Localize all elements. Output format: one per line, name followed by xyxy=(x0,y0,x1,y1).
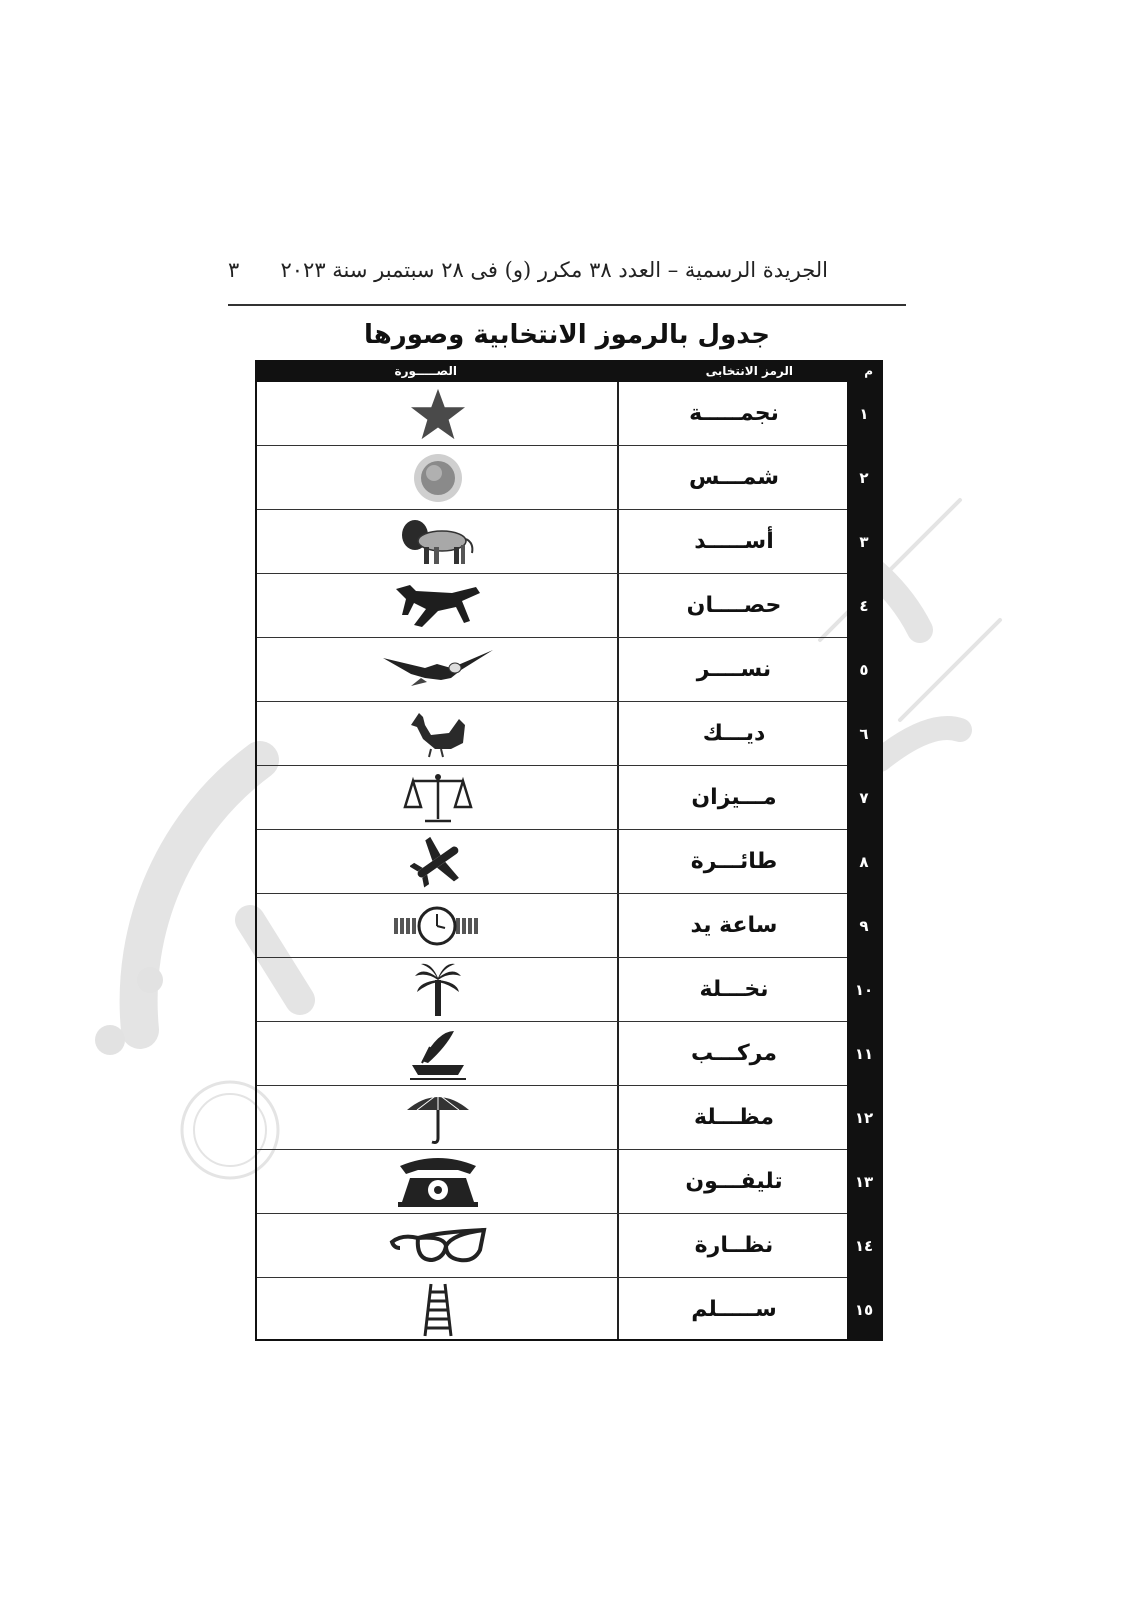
row-symbol: شمـــس xyxy=(688,465,780,490)
row-symbol: تليفـــون xyxy=(685,1169,783,1194)
row-number: ١٢ xyxy=(854,1109,874,1127)
row-symbol: طائـــرة xyxy=(690,849,778,874)
row-number: ٩ xyxy=(859,917,869,935)
table-row xyxy=(257,830,881,894)
row-image xyxy=(257,382,619,446)
table-row xyxy=(257,510,881,574)
header-title: الجريدة الرسمية – العدد ٣٨ مكرر (و) فى ٢٨ سبتمبر سنة ٢٠٢٣ xyxy=(280,258,828,282)
row-number: ١ xyxy=(859,405,869,423)
table-row xyxy=(257,1278,881,1342)
row-number: ٢ xyxy=(859,469,869,487)
row-number: ٤ xyxy=(859,597,869,615)
row-symbol: حصــــان xyxy=(686,593,782,618)
row-number: ١٥ xyxy=(854,1301,874,1319)
header-image: الصـــــورة xyxy=(394,364,457,378)
row-symbol: نظــارة xyxy=(694,1233,774,1258)
row-image xyxy=(257,958,619,1022)
table-row xyxy=(257,1022,881,1086)
row-image xyxy=(257,510,619,574)
row-image xyxy=(257,1278,619,1342)
row-symbol: نخـــلة xyxy=(699,977,769,1002)
row-number: ١١ xyxy=(854,1045,874,1063)
row-image xyxy=(257,766,619,830)
table-row xyxy=(257,382,881,446)
row-image xyxy=(257,830,619,894)
row-image xyxy=(257,1150,619,1214)
gazette-header xyxy=(228,258,906,288)
row-symbol: نســــر xyxy=(696,657,772,682)
table-row xyxy=(257,1086,881,1150)
row-symbol: ساعة يد xyxy=(690,913,778,938)
glasses-icon xyxy=(388,1224,488,1268)
airplane-icon xyxy=(410,835,466,889)
row-number: ٧ xyxy=(859,789,869,807)
row-image xyxy=(257,446,619,510)
ladder-icon xyxy=(421,1282,455,1338)
row-number: ٣ xyxy=(859,533,869,551)
row-image xyxy=(257,1214,619,1278)
row-symbol: مركـــب xyxy=(691,1041,777,1066)
row-image xyxy=(257,574,619,638)
boat-icon xyxy=(408,1027,468,1081)
header-symbol: الرمز الانتخابى xyxy=(705,364,793,378)
row-image xyxy=(257,638,619,702)
palm-tree-icon xyxy=(413,962,463,1018)
row-symbol: ســـــلم xyxy=(691,1297,777,1322)
row-symbol: أســـــد xyxy=(694,529,774,554)
table-title: جدول بالرموز الانتخابية وصورها xyxy=(363,320,771,350)
table-row xyxy=(257,958,881,1022)
header-num: م xyxy=(864,364,873,378)
umbrella-icon xyxy=(405,1090,471,1146)
row-image xyxy=(257,894,619,958)
header-rule xyxy=(228,304,906,306)
row-number: ٨ xyxy=(859,853,869,871)
row-symbol: نجمـــــة xyxy=(689,401,779,426)
wristwatch-icon xyxy=(392,906,484,946)
row-symbol: مظـــلة xyxy=(694,1105,774,1130)
table-row xyxy=(257,766,881,830)
table-row xyxy=(257,446,881,510)
table-row xyxy=(257,702,881,766)
horse-icon xyxy=(392,581,484,631)
lion-icon xyxy=(400,517,476,567)
row-image xyxy=(257,702,619,766)
row-symbol: مـــيزان xyxy=(691,785,777,810)
telephone-icon xyxy=(396,1156,480,1208)
table-row xyxy=(257,1150,881,1214)
table-row xyxy=(257,638,881,702)
sun-icon xyxy=(413,453,463,503)
row-image xyxy=(257,1086,619,1150)
symbols-table xyxy=(255,360,883,1341)
row-number: ١٠ xyxy=(854,981,874,999)
table-row xyxy=(257,1214,881,1278)
row-number: ١٣ xyxy=(854,1173,874,1191)
row-symbol: ديـــك xyxy=(702,721,766,746)
scales-icon xyxy=(403,771,473,825)
row-number: ١٤ xyxy=(854,1237,874,1255)
table-row xyxy=(257,894,881,958)
star-icon xyxy=(409,387,467,441)
row-number: ٦ xyxy=(859,725,869,743)
row-image xyxy=(257,1022,619,1086)
row-number: ٥ xyxy=(859,661,869,679)
table-header xyxy=(257,362,881,382)
page-number: ٣ xyxy=(228,258,240,282)
rooster-icon xyxy=(407,709,469,759)
table-row xyxy=(257,574,881,638)
eagle-icon xyxy=(381,648,495,692)
